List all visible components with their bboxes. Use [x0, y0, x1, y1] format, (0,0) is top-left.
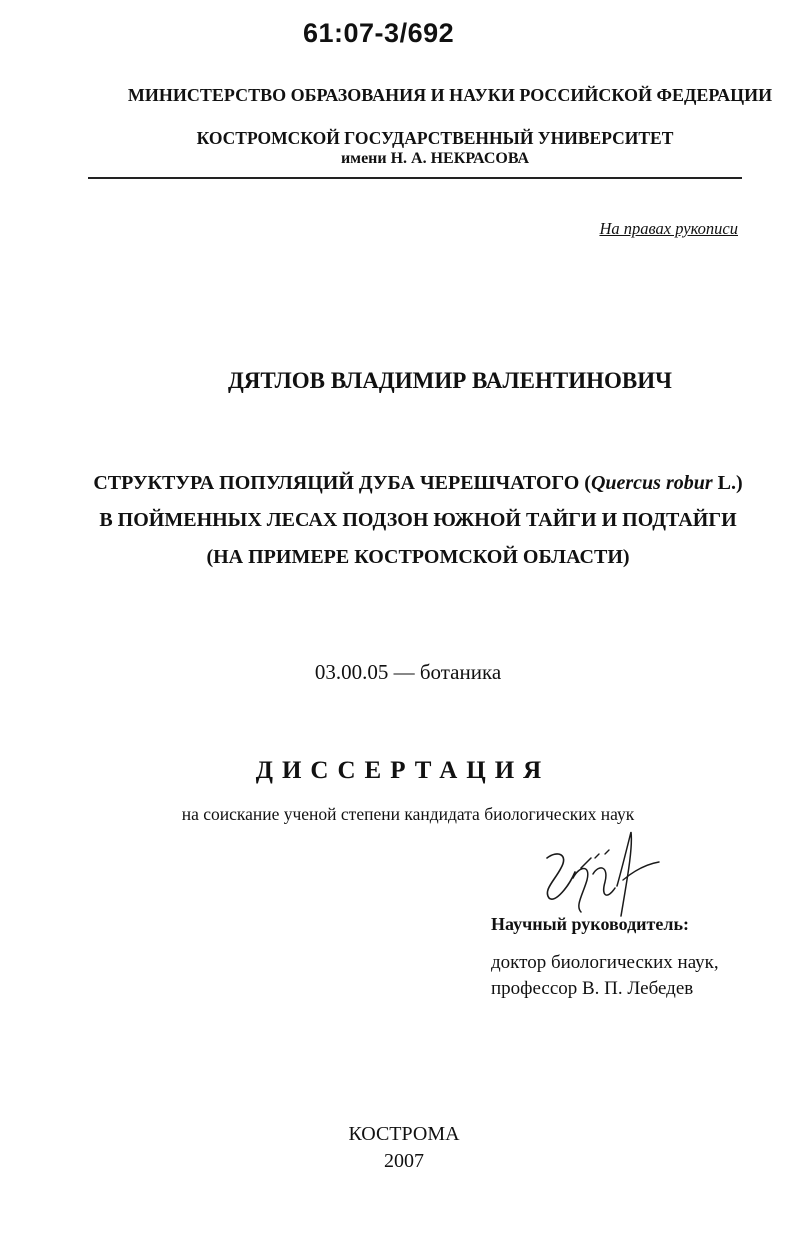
specialty-code: 03.00.05 — ботаника: [314, 660, 502, 684]
university-named-after: имени Н. А. НЕКРАСОВА: [340, 150, 530, 167]
thesis-title-line-3: (НА ПРИМЕРЕ КОСТРОМСКОЙ ОБЛАСТИ): [206, 546, 630, 568]
handwritten-signature: [535, 828, 665, 920]
year: 2007: [384, 1150, 424, 1172]
advisor-degree: доктор биологических наук,: [491, 952, 719, 973]
advisor-label: Научный руководитель:: [491, 914, 689, 934]
ministry-heading: МИНИСТЕРСТВО ОБРАЗОВАНИЯ И НАУКИ РОССИЙСКОЙ ФЕДЕРАЦИИ: [127, 85, 773, 105]
author-name: ДЯТЛОВ ВЛАДИМИР ВАЛЕНТИНОВИЧ: [227, 368, 673, 393]
thesis-title-suffix: L.): [712, 472, 743, 494]
header-divider: [88, 177, 742, 179]
thesis-title-line-2: В ПОЙМЕННЫХ ЛЕСАХ ПОДЗОН ЮЖНОЙ ТАЙГИ И ПОДТАЙГИ: [99, 509, 737, 531]
advisor-name: профессор В. П. Лебедев: [491, 978, 694, 999]
university-name: КОСТРОМСКОЙ ГОСУДАРСТВЕННЫЙ УНИВЕРСИТЕТ: [196, 128, 674, 148]
city: КОСТРОМА: [348, 1123, 460, 1145]
rights-note: На правах рукописи: [599, 219, 738, 238]
thesis-title-prefix: СТРУКТУРА ПОПУЛЯЦИЙ ДУБА ЧЕРЕШЧАТОГО (: [93, 472, 591, 494]
dissertation-subtitle: на соискание ученой степени кандидата биологических наук: [181, 804, 635, 824]
thesis-title-line-1: [0, 472, 796, 495]
latin-species-name: Quercus robur: [590, 472, 713, 494]
archive-number: 61:07-3/692: [303, 18, 455, 48]
dissertation-heading: ДИССЕРТАЦИЯ: [255, 757, 551, 784]
